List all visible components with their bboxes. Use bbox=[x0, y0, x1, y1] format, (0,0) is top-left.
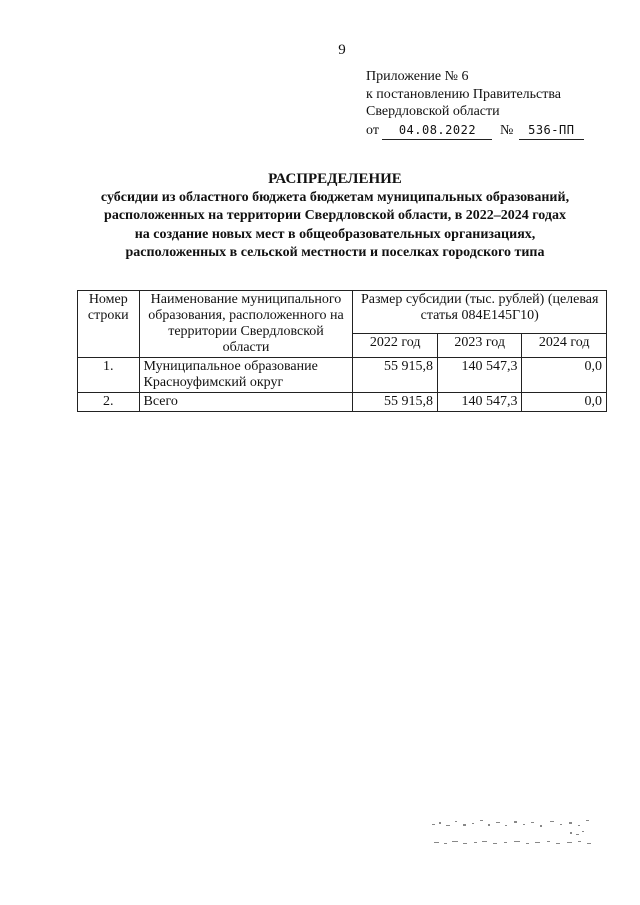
subsidy-table bbox=[77, 290, 607, 412]
header-year-2024: 2024 год bbox=[522, 334, 607, 358]
appendix-reference bbox=[366, 68, 584, 140]
row-value-2023: 140 547,3 bbox=[437, 358, 522, 393]
row-value-2024: 0,0 bbox=[522, 393, 607, 412]
row-value-2023: 140 547,3 bbox=[437, 393, 522, 412]
appendix-region-line: Свердловской области bbox=[366, 104, 500, 119]
row-value-2024: 0,0 bbox=[522, 358, 607, 393]
row-value-2022: 55 915,8 bbox=[353, 393, 438, 412]
title-line-3: на создание новых мест в общеобразовательных организациях, bbox=[134, 226, 536, 242]
appendix-date-line bbox=[366, 122, 584, 141]
decree-date: 04.08.2022 bbox=[382, 122, 492, 141]
title-line-4: расположенных в сельской местности и поселках городского типа bbox=[125, 245, 545, 260]
appendix-title: Приложение № 6 bbox=[366, 69, 469, 84]
header-year-2022: 2022 год bbox=[353, 334, 438, 358]
table-row bbox=[78, 393, 607, 412]
header-row-number: Номер строки bbox=[78, 291, 140, 358]
row-name: Муниципальное образование Красноуфимский округ bbox=[139, 358, 353, 393]
title-line-1: субсидии из областного бюджета бюджетам муниципальных образований, bbox=[100, 189, 570, 205]
appendix-decree-line: к постановлению Правительства bbox=[366, 86, 562, 102]
row-name: Всего bbox=[139, 393, 353, 412]
decree-number: 536-ПП bbox=[519, 122, 584, 141]
page-number: 9 bbox=[338, 42, 346, 58]
table-header-row bbox=[78, 291, 607, 334]
row-number: 2. bbox=[78, 393, 140, 412]
title-heading: РАСПРЕДЕЛЕНИЕ bbox=[268, 171, 402, 187]
header-year-2023: 2023 год bbox=[437, 334, 522, 358]
header-name: Наименование муниципального образования, расположенного на территории Свердловской области bbox=[139, 291, 353, 358]
row-value-2022: 55 915,8 bbox=[353, 358, 438, 393]
document-title bbox=[70, 170, 600, 263]
title-line-2: расположенных на территории Свердловской области, в 2022–2024 годах bbox=[104, 208, 566, 223]
header-amount-group: Размер субсидии (тыс. рублей) (целевая статья 084Е145Г10) bbox=[353, 291, 607, 334]
scan-stamp-marks bbox=[430, 812, 600, 852]
number-prefix: № bbox=[499, 122, 514, 138]
table-row bbox=[78, 358, 607, 393]
row-number: 1. bbox=[78, 358, 140, 393]
date-prefix: от bbox=[366, 122, 379, 138]
